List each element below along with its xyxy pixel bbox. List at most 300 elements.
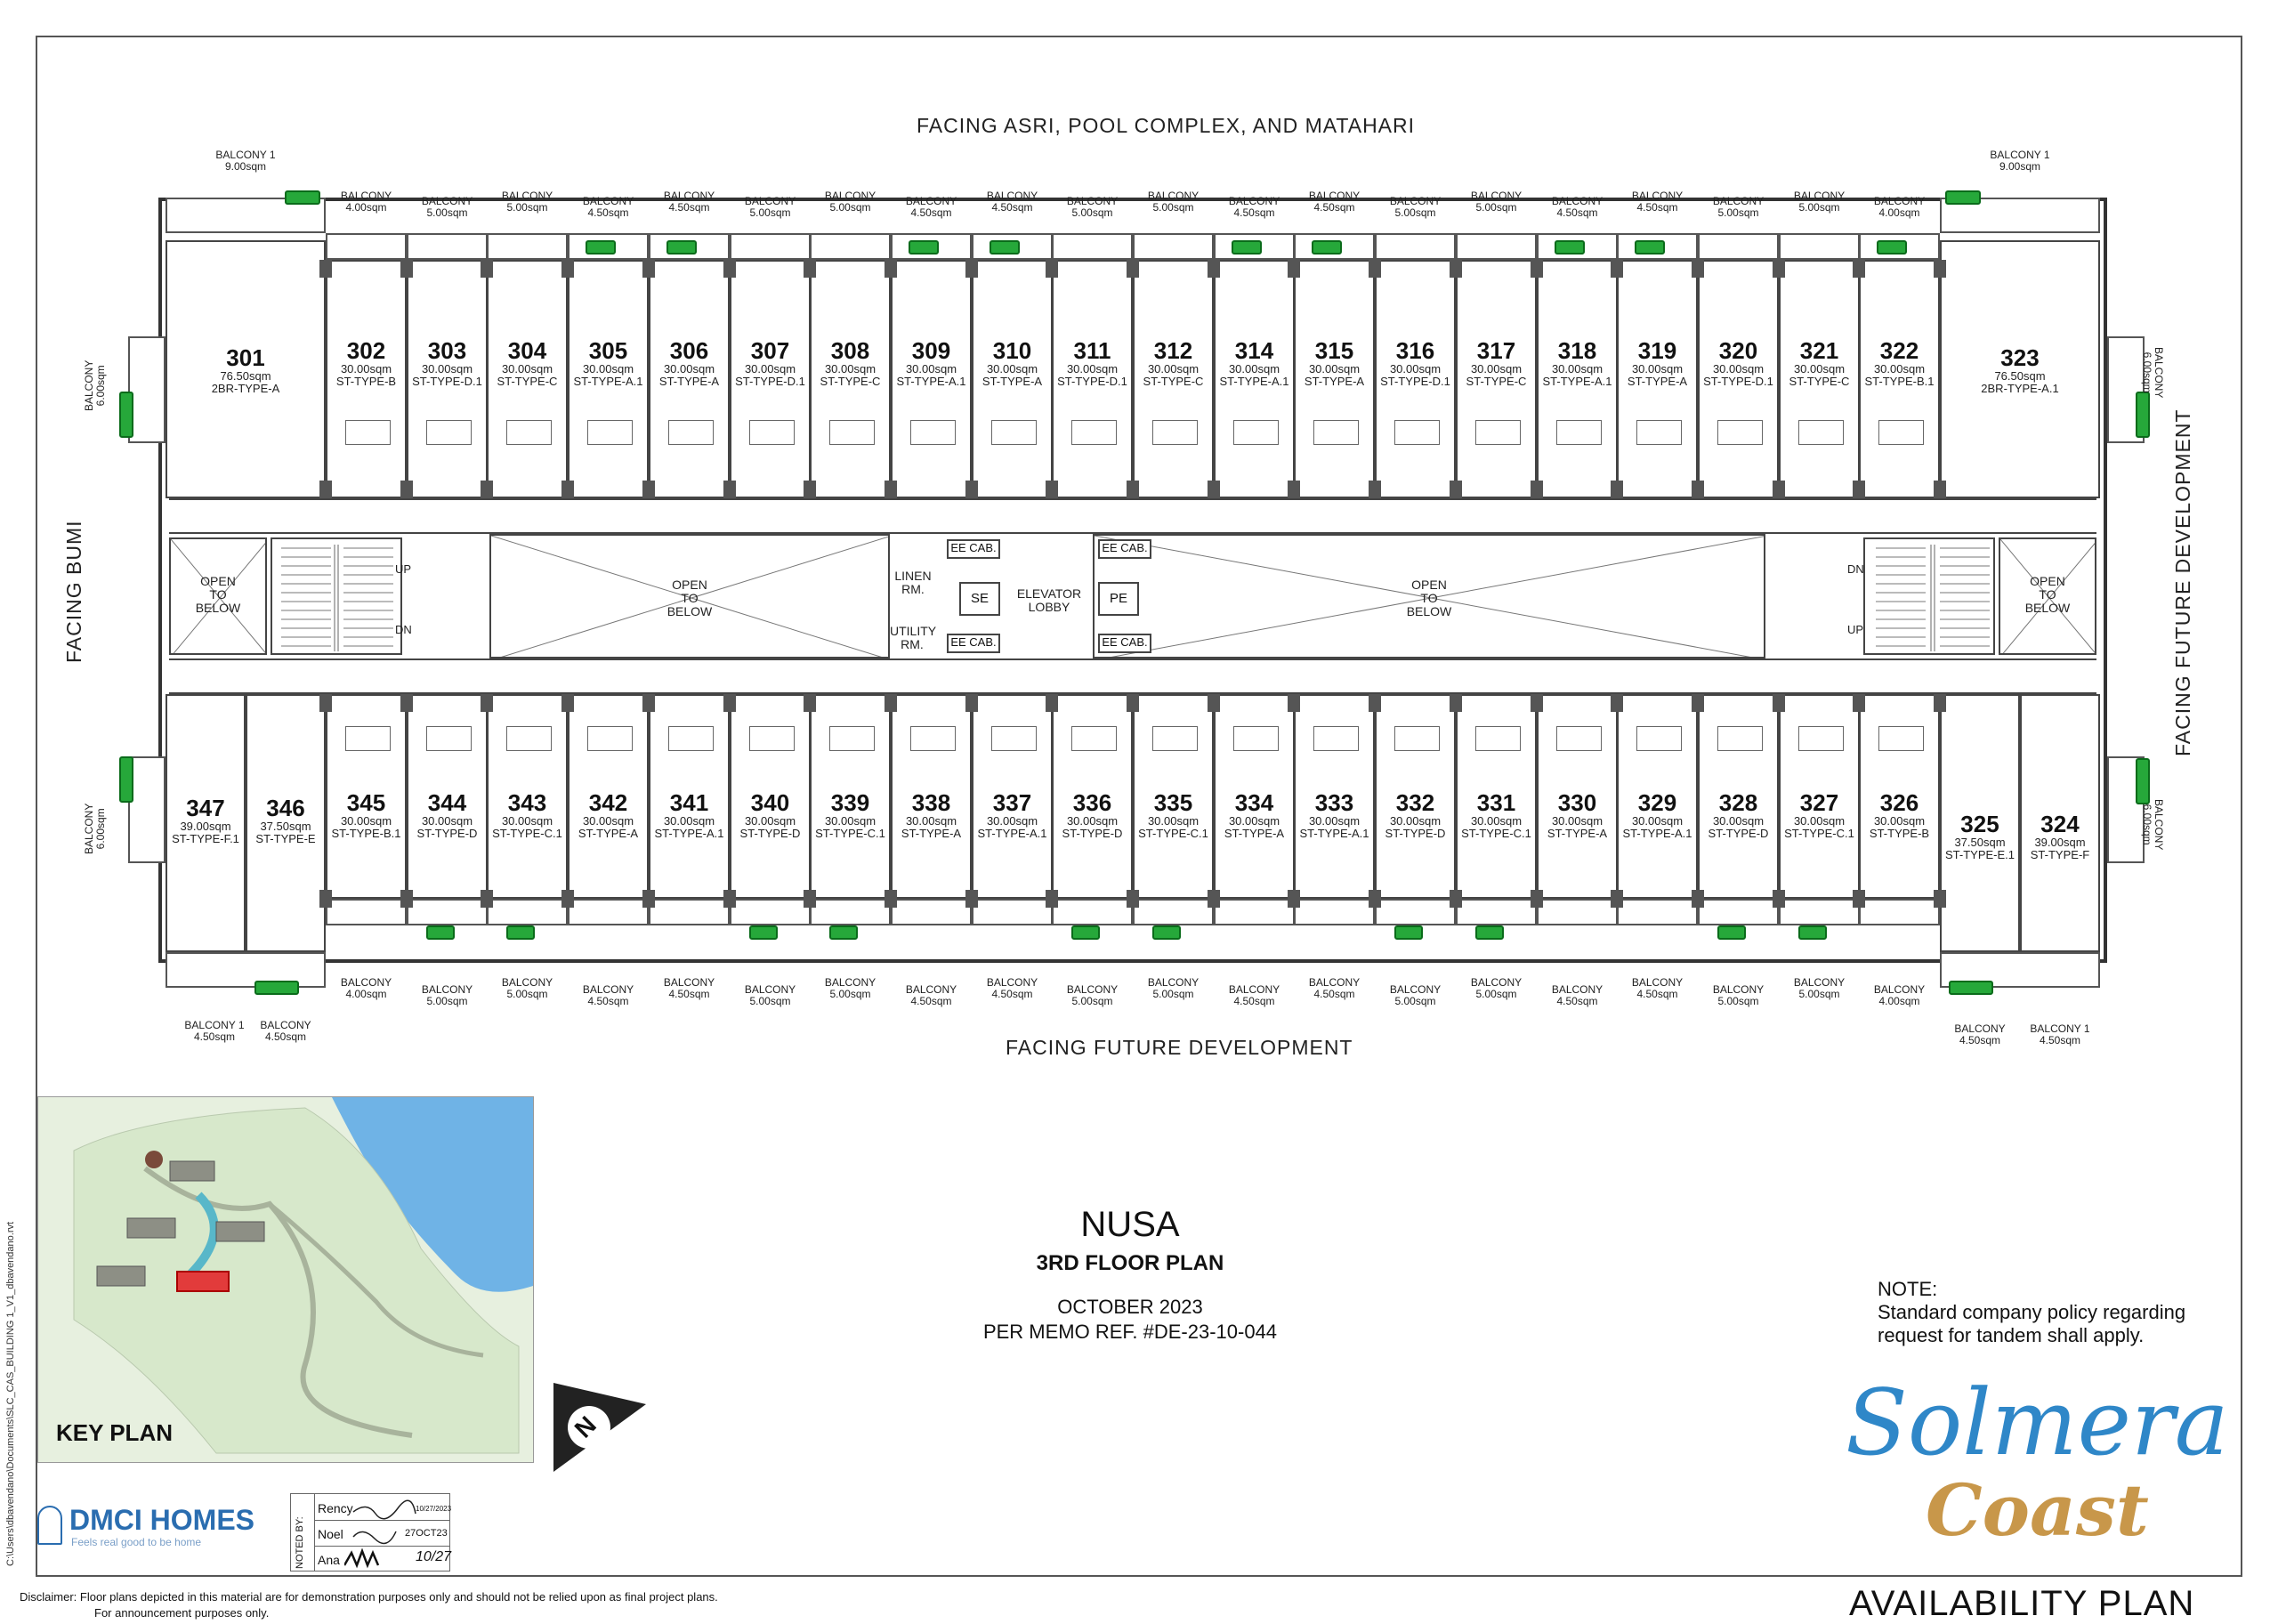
structural-column bbox=[481, 481, 493, 498]
unit-308[interactable] bbox=[810, 260, 891, 498]
toilet-fixture bbox=[426, 726, 472, 751]
balcony-box bbox=[1456, 899, 1537, 925]
structural-column bbox=[1046, 694, 1058, 712]
planter bbox=[749, 925, 778, 940]
structural-column bbox=[1531, 260, 1543, 278]
structural-column bbox=[642, 260, 655, 278]
unit-number: 304 bbox=[507, 337, 547, 364]
note-line-1: Standard company policy regarding bbox=[1878, 1301, 2186, 1323]
unit-333[interactable] bbox=[1294, 694, 1375, 899]
balcony-label: BALCONY 5.00sqm bbox=[1066, 983, 1119, 1007]
unit-324[interactable] bbox=[2020, 694, 2100, 952]
unit-type: ST-TYPE-D bbox=[416, 827, 478, 840]
unit-type: 2BR-TYPE-A bbox=[211, 382, 280, 395]
stair-right-dn: DN bbox=[1847, 562, 1864, 576]
unit-area: 30.00sqm bbox=[824, 814, 876, 828]
unit-area: 30.00sqm bbox=[663, 362, 715, 376]
planter bbox=[990, 240, 1020, 255]
note-heading: NOTE: bbox=[1878, 1278, 1938, 1300]
unit-338[interactable] bbox=[891, 694, 972, 899]
unit-type: ST-TYPE-C bbox=[1789, 375, 1850, 388]
unit-area: 30.00sqm bbox=[1551, 362, 1603, 376]
structural-column bbox=[1773, 890, 1785, 908]
balcony-box bbox=[1698, 233, 1779, 260]
balcony-label-bl2: BALCONY 4.50sqm bbox=[260, 1019, 311, 1043]
open-to-below-center-right-text: OPEN TO BELOW bbox=[1406, 578, 1452, 618]
stair-right-up: UP bbox=[1847, 623, 1864, 636]
structural-column bbox=[965, 260, 978, 278]
unit-316[interactable] bbox=[1375, 260, 1456, 498]
structural-column bbox=[1692, 260, 1704, 278]
unit-area: 30.00sqm bbox=[1228, 814, 1280, 828]
toilet-fixture bbox=[668, 726, 714, 751]
availability-plan-label: AVAILABILITY PLAN bbox=[1849, 1584, 2195, 1623]
unit-area: 30.00sqm bbox=[582, 362, 634, 376]
balcony-box bbox=[1859, 899, 1940, 925]
unit-number: 333 bbox=[1314, 789, 1354, 816]
structural-column bbox=[1450, 694, 1462, 712]
unit-331[interactable] bbox=[1456, 694, 1537, 899]
unit-320[interactable] bbox=[1698, 260, 1779, 498]
unit-342[interactable] bbox=[568, 694, 649, 899]
toilet-fixture bbox=[587, 420, 633, 445]
ee-cabinet-br: EE CAB. bbox=[1098, 634, 1151, 653]
unit-number: 307 bbox=[750, 337, 790, 364]
unit-number: 305 bbox=[588, 337, 628, 364]
structural-column bbox=[1208, 260, 1220, 278]
unit-area: 30.00sqm bbox=[986, 814, 1038, 828]
unit-area: 30.00sqm bbox=[340, 362, 392, 376]
unit-number: 342 bbox=[588, 789, 628, 816]
structural-column bbox=[1046, 260, 1058, 278]
unit-type: ST-TYPE-A.1 bbox=[1299, 827, 1369, 840]
toilet-fixture bbox=[991, 420, 1037, 445]
balcony-label: BALCONY 4.00sqm bbox=[1873, 195, 1926, 219]
toilet-fixture bbox=[829, 726, 875, 751]
toilet-fixture bbox=[1071, 726, 1117, 751]
unit-number: 315 bbox=[1314, 337, 1354, 364]
unit-type: ST-TYPE-D.1 bbox=[412, 375, 482, 388]
signatures-icon bbox=[344, 1496, 442, 1571]
signer-ana: Ana bbox=[318, 1553, 340, 1567]
signer-rency-date: 10/27/2023 bbox=[416, 1505, 452, 1513]
structural-column bbox=[1369, 481, 1381, 498]
unit-319[interactable] bbox=[1617, 260, 1698, 498]
structural-column bbox=[1369, 694, 1381, 712]
key-plan-map bbox=[37, 1096, 534, 1463]
structural-column bbox=[885, 890, 897, 908]
planter bbox=[1635, 240, 1665, 255]
toilet-fixture bbox=[829, 420, 875, 445]
unit-302[interactable] bbox=[326, 260, 407, 498]
noted-by-label: NOTED BY: bbox=[295, 1516, 305, 1569]
unit-number: 309 bbox=[911, 337, 951, 364]
unit-number: 331 bbox=[1476, 789, 1516, 816]
unit-type: ST-TYPE-B.1 bbox=[331, 827, 401, 840]
facing-top-label: FACING ASRI, POOL COMPLEX, AND MATAHARI bbox=[917, 114, 1416, 137]
balcony-box bbox=[810, 899, 891, 925]
unit-area: 39.00sqm bbox=[180, 820, 231, 833]
unit-305[interactable] bbox=[568, 260, 649, 498]
unit-area: 30.00sqm bbox=[1147, 814, 1200, 828]
dmci-emblem-icon bbox=[37, 1506, 62, 1545]
unit-area: 30.00sqm bbox=[1147, 362, 1200, 376]
structural-column bbox=[1611, 481, 1623, 498]
disclaimer bbox=[20, 1589, 718, 1621]
unit-type: ST-TYPE-D bbox=[1385, 827, 1446, 840]
unit-346[interactable] bbox=[246, 694, 326, 952]
balcony-label: BALCONY 4.50sqm bbox=[1308, 190, 1361, 214]
structural-column bbox=[561, 481, 574, 498]
structural-column bbox=[885, 260, 897, 278]
structural-column bbox=[1531, 694, 1543, 712]
balcony-box bbox=[810, 233, 891, 260]
unit-area: 76.50sqm bbox=[1994, 369, 2046, 383]
planter bbox=[285, 190, 320, 205]
toilet-fixture bbox=[1878, 420, 1924, 445]
balcony-label: BALCONY 4.50sqm bbox=[582, 983, 634, 1007]
structural-column bbox=[319, 890, 332, 908]
structural-column bbox=[804, 694, 816, 712]
unit-number: 320 bbox=[1718, 337, 1758, 364]
facing-left-label: FACING BUMI bbox=[62, 520, 85, 663]
balcony-label: BALCONY 5.00sqm bbox=[1793, 190, 1846, 214]
structural-column bbox=[481, 694, 493, 712]
ee-cabinet-tr: EE CAB. bbox=[1098, 539, 1151, 559]
unit-type: ST-TYPE-A.1 bbox=[1542, 375, 1612, 388]
unit-344[interactable] bbox=[407, 694, 488, 899]
unit-type: ST-TYPE-C.1 bbox=[1138, 827, 1208, 840]
dmci-name: DMCI HOMES bbox=[69, 1504, 254, 1536]
structural-column bbox=[1853, 890, 1865, 908]
balcony-label: BALCONY 4.50sqm bbox=[663, 190, 715, 214]
balcony-box bbox=[568, 899, 649, 925]
planter bbox=[254, 981, 299, 995]
balcony-label: BALCONY 5.00sqm bbox=[1389, 983, 1442, 1007]
unit-area: 30.00sqm bbox=[1470, 362, 1523, 376]
balcony-label: BALCONY 5.00sqm bbox=[1389, 195, 1442, 219]
unit-number: 306 bbox=[669, 337, 709, 364]
balcony-label: BALCONY 5.00sqm bbox=[1793, 976, 1846, 1000]
toilet-fixture bbox=[1394, 420, 1440, 445]
unit-area: 30.00sqm bbox=[744, 362, 796, 376]
toilet-fixture bbox=[910, 726, 956, 751]
unit-type: ST-TYPE-C.1 bbox=[1784, 827, 1854, 840]
planter bbox=[426, 925, 455, 940]
structural-column bbox=[804, 481, 816, 498]
plan-title: 3RD FLOOR PLAN bbox=[1036, 1251, 1224, 1275]
balcony-label-tr: BALCONY 1 9.00sqm bbox=[1990, 149, 2050, 173]
unit-area: 30.00sqm bbox=[421, 814, 473, 828]
structural-column bbox=[1531, 481, 1543, 498]
unit-334[interactable] bbox=[1214, 694, 1295, 899]
structural-column bbox=[400, 890, 413, 908]
unit-306[interactable] bbox=[649, 260, 730, 498]
unit-type: ST-TYPE-D bbox=[739, 827, 801, 840]
balcony-label: BALCONY 5.00sqm bbox=[1712, 983, 1765, 1007]
unit-number: 301 bbox=[226, 344, 265, 371]
unit-area: 30.00sqm bbox=[905, 362, 957, 376]
unit-type: ST-TYPE-A.1 bbox=[1622, 827, 1692, 840]
unit-type: ST-TYPE-B bbox=[335, 375, 397, 388]
unit-301[interactable] bbox=[166, 240, 326, 498]
unit-310[interactable] bbox=[972, 260, 1053, 498]
unit-type: ST-TYPE-D bbox=[1062, 827, 1123, 840]
structural-column bbox=[965, 890, 978, 908]
structural-column bbox=[1692, 694, 1704, 712]
planter bbox=[909, 240, 939, 255]
structural-column bbox=[319, 260, 332, 278]
toilet-fixture bbox=[506, 726, 552, 751]
unit-303[interactable] bbox=[407, 260, 488, 498]
unit-304[interactable] bbox=[487, 260, 568, 498]
planter bbox=[506, 925, 535, 940]
structural-column bbox=[723, 481, 736, 498]
structural-column bbox=[885, 694, 897, 712]
balcony-box bbox=[407, 899, 488, 925]
unit-339[interactable] bbox=[810, 694, 891, 899]
unit-330[interactable] bbox=[1537, 694, 1618, 899]
structural-column bbox=[561, 890, 574, 908]
key-plan-label: KEY PLAN bbox=[56, 1419, 173, 1446]
unit-347[interactable] bbox=[166, 694, 246, 952]
structural-column bbox=[561, 260, 574, 278]
structural-column bbox=[723, 694, 736, 712]
toilet-fixture bbox=[1152, 420, 1198, 445]
balcony-label: BALCONY 5.00sqm bbox=[824, 976, 876, 1000]
toilet-fixture bbox=[1878, 726, 1924, 751]
solmera-logo: Solmera bbox=[1846, 1370, 2229, 1476]
unit-type: ST-TYPE-C.1 bbox=[815, 827, 885, 840]
unit-number: 341 bbox=[669, 789, 709, 816]
facing-right-label: FACING FUTURE DEVELOPMENT bbox=[2171, 408, 2194, 756]
unit-325[interactable] bbox=[1940, 694, 2020, 952]
toilet-fixture bbox=[345, 726, 391, 751]
unit-340[interactable] bbox=[730, 694, 811, 899]
balcony-label: BALCONY 4.50sqm bbox=[663, 976, 715, 1000]
balcony-box bbox=[1052, 899, 1133, 925]
unit-307[interactable] bbox=[730, 260, 811, 498]
unit-number: 345 bbox=[346, 789, 386, 816]
unit-341[interactable] bbox=[649, 694, 730, 899]
unit-area: 30.00sqm bbox=[1389, 362, 1442, 376]
unit-area: 30.00sqm bbox=[1308, 362, 1361, 376]
unit-number: 343 bbox=[507, 789, 547, 816]
unit-type: ST-TYPE-C bbox=[497, 375, 558, 388]
unit-number: 339 bbox=[830, 789, 870, 816]
signer-noel-date: 27OCT23 bbox=[405, 1528, 448, 1539]
unit-343[interactable] bbox=[487, 694, 568, 899]
unit-number: 336 bbox=[1072, 789, 1112, 816]
structural-column bbox=[965, 481, 978, 498]
balcony-box bbox=[1133, 233, 1214, 260]
balcony-box bbox=[166, 952, 326, 988]
balcony-label: BALCONY 4.50sqm bbox=[1228, 983, 1280, 1007]
balcony-box bbox=[128, 756, 166, 863]
project-name: NUSA bbox=[1080, 1205, 1180, 1244]
balcony-label: BALCONY 5.00sqm bbox=[824, 190, 876, 214]
unit-311[interactable] bbox=[1052, 260, 1133, 498]
structural-column bbox=[1692, 890, 1704, 908]
ee-cabinet-bl: EE CAB. bbox=[947, 634, 1000, 653]
signer-rency: Rency bbox=[318, 1501, 353, 1515]
linen-room: LINEN RM. bbox=[894, 569, 932, 596]
balcony-label: BALCONY 5.00sqm bbox=[1470, 976, 1523, 1000]
unit-area: 30.00sqm bbox=[1873, 814, 1926, 828]
unit-type: ST-TYPE-A bbox=[1304, 375, 1365, 388]
balcony-label-br1: BALCONY 4.50sqm bbox=[1954, 1022, 2006, 1046]
balcony-label: BALCONY 5.00sqm bbox=[501, 190, 553, 214]
planter bbox=[1312, 240, 1342, 255]
structural-column bbox=[319, 694, 332, 712]
unit-326[interactable] bbox=[1859, 694, 1940, 899]
unit-area: 30.00sqm bbox=[1873, 362, 1926, 376]
structural-column bbox=[1046, 481, 1058, 498]
toilet-fixture bbox=[1717, 420, 1763, 445]
unit-type: ST-TYPE-A bbox=[658, 375, 720, 388]
structural-column bbox=[1208, 481, 1220, 498]
unit-337[interactable] bbox=[972, 694, 1053, 899]
planter bbox=[119, 756, 133, 803]
structural-column bbox=[804, 890, 816, 908]
unit-314[interactable] bbox=[1214, 260, 1295, 498]
unit-number: 332 bbox=[1395, 789, 1435, 816]
unit-type: ST-TYPE-E bbox=[255, 832, 316, 845]
open-to-below-right-text: OPEN TO BELOW bbox=[2024, 574, 2071, 615]
note-line-2: request for tandem shall apply. bbox=[1878, 1324, 2145, 1346]
toilet-fixture bbox=[1233, 420, 1279, 445]
structural-column bbox=[1046, 890, 1058, 908]
unit-type: 2BR-TYPE-A.1 bbox=[1981, 382, 2059, 395]
toilet-fixture bbox=[1556, 420, 1602, 445]
unit-type: ST-TYPE-A bbox=[901, 827, 962, 840]
balcony-label: BALCONY 4.50sqm bbox=[905, 983, 957, 1007]
unit-number: 338 bbox=[911, 789, 951, 816]
unit-number: 329 bbox=[1637, 789, 1677, 816]
balcony-label: BALCONY 4.00sqm bbox=[1873, 983, 1926, 1007]
toilet-fixture bbox=[1475, 726, 1521, 751]
unit-type: ST-TYPE-B.1 bbox=[1864, 375, 1935, 388]
unit-number: 335 bbox=[1153, 789, 1193, 816]
toilet-fixture bbox=[426, 420, 472, 445]
unit-336[interactable] bbox=[1052, 694, 1133, 899]
unit-312[interactable] bbox=[1133, 260, 1214, 498]
planter bbox=[1717, 925, 1746, 940]
unit-area: 30.00sqm bbox=[905, 814, 957, 828]
unit-321[interactable] bbox=[1779, 260, 1860, 498]
ee-cabinet-tl: EE CAB. bbox=[947, 539, 1000, 559]
toilet-fixture bbox=[1556, 726, 1602, 751]
unit-332[interactable] bbox=[1375, 694, 1456, 899]
unit-309[interactable] bbox=[891, 260, 972, 498]
unit-328[interactable] bbox=[1698, 694, 1779, 899]
toilet-fixture bbox=[1717, 726, 1763, 751]
structural-column bbox=[1934, 694, 1946, 712]
structural-column bbox=[1288, 481, 1300, 498]
balcony-label: BALCONY 4.50sqm bbox=[1631, 976, 1684, 1000]
unit-315[interactable] bbox=[1294, 260, 1375, 498]
service-elevator: SE bbox=[959, 582, 1000, 616]
unit-335[interactable] bbox=[1133, 694, 1214, 899]
balcony-box bbox=[1133, 899, 1214, 925]
unit-area: 30.00sqm bbox=[1631, 814, 1684, 828]
open-to-below-center-left-text: OPEN TO BELOW bbox=[666, 578, 713, 618]
file-path: C:\Users\dbavendano\Documents\SLC_CAS_BUILDING 1_V1_dbavendano.rvt bbox=[5, 1221, 16, 1566]
unit-317[interactable] bbox=[1456, 260, 1537, 498]
balcony-label: BALCONY 5.00sqm bbox=[421, 983, 473, 1007]
stair-right bbox=[1863, 537, 1995, 655]
balcony-label-right-top: BALCONY 6.00sqm bbox=[2141, 347, 2165, 399]
unit-329[interactable] bbox=[1617, 694, 1698, 899]
unit-type: ST-TYPE-A bbox=[981, 375, 1043, 388]
unit-number: 344 bbox=[427, 789, 467, 816]
structural-column bbox=[1611, 890, 1623, 908]
unit-number: 326 bbox=[1879, 789, 1919, 816]
balcony-box bbox=[326, 899, 407, 925]
planter bbox=[119, 392, 133, 438]
open-to-below-left-text: OPEN TO BELOW bbox=[195, 574, 241, 615]
balcony-label: BALCONY 4.50sqm bbox=[1308, 976, 1361, 1000]
balcony-label: BALCONY 4.50sqm bbox=[986, 190, 1038, 214]
unit-number: 328 bbox=[1718, 789, 1758, 816]
unit-number: 340 bbox=[750, 789, 790, 816]
unit-area: 30.00sqm bbox=[1551, 814, 1603, 828]
unit-number: 302 bbox=[346, 337, 386, 364]
unit-type: ST-TYPE-C.1 bbox=[1461, 827, 1531, 840]
unit-area: 30.00sqm bbox=[582, 814, 634, 828]
unit-345[interactable] bbox=[326, 694, 407, 899]
structural-column bbox=[1773, 260, 1785, 278]
unit-number: 347 bbox=[186, 795, 225, 821]
structural-column bbox=[319, 481, 332, 498]
balcony-box bbox=[1214, 899, 1295, 925]
structural-column bbox=[723, 890, 736, 908]
balcony-label: BALCONY 4.50sqm bbox=[1228, 195, 1280, 219]
unit-number: 311 bbox=[1073, 337, 1111, 364]
structural-column bbox=[1692, 481, 1704, 498]
structural-column bbox=[1288, 694, 1300, 712]
plan-date: OCTOBER 2023 bbox=[1057, 1296, 1203, 1318]
unit-type: ST-TYPE-A.1 bbox=[977, 827, 1047, 840]
unit-327[interactable] bbox=[1779, 694, 1860, 899]
toilet-fixture bbox=[1475, 420, 1521, 445]
toilet-fixture bbox=[1798, 726, 1844, 751]
unit-area: 30.00sqm bbox=[501, 362, 553, 376]
structural-column bbox=[1773, 694, 1785, 712]
balcony-box bbox=[1375, 233, 1456, 260]
balcony-box bbox=[487, 233, 568, 260]
structural-column bbox=[965, 694, 978, 712]
planter bbox=[1475, 925, 1504, 940]
unit-area: 30.00sqm bbox=[1793, 362, 1846, 376]
unit-323[interactable] bbox=[1940, 240, 2100, 498]
toilet-fixture bbox=[749, 726, 795, 751]
balcony-label: BALCONY 5.00sqm bbox=[421, 195, 473, 219]
structural-column bbox=[642, 481, 655, 498]
balcony-label: BALCONY 5.00sqm bbox=[1712, 195, 1765, 219]
balcony-box bbox=[1052, 233, 1133, 260]
unit-318[interactable] bbox=[1537, 260, 1618, 498]
unit-area: 30.00sqm bbox=[1389, 814, 1442, 828]
balcony-box bbox=[730, 899, 811, 925]
unit-type: ST-TYPE-F bbox=[2030, 848, 2090, 861]
unit-type: ST-TYPE-D.1 bbox=[1703, 375, 1773, 388]
structural-column bbox=[1288, 260, 1300, 278]
balcony-label: BALCONY 5.00sqm bbox=[1066, 195, 1119, 219]
unit-type: ST-TYPE-D bbox=[1708, 827, 1769, 840]
balcony-box bbox=[1617, 899, 1698, 925]
unit-322[interactable] bbox=[1859, 260, 1940, 498]
